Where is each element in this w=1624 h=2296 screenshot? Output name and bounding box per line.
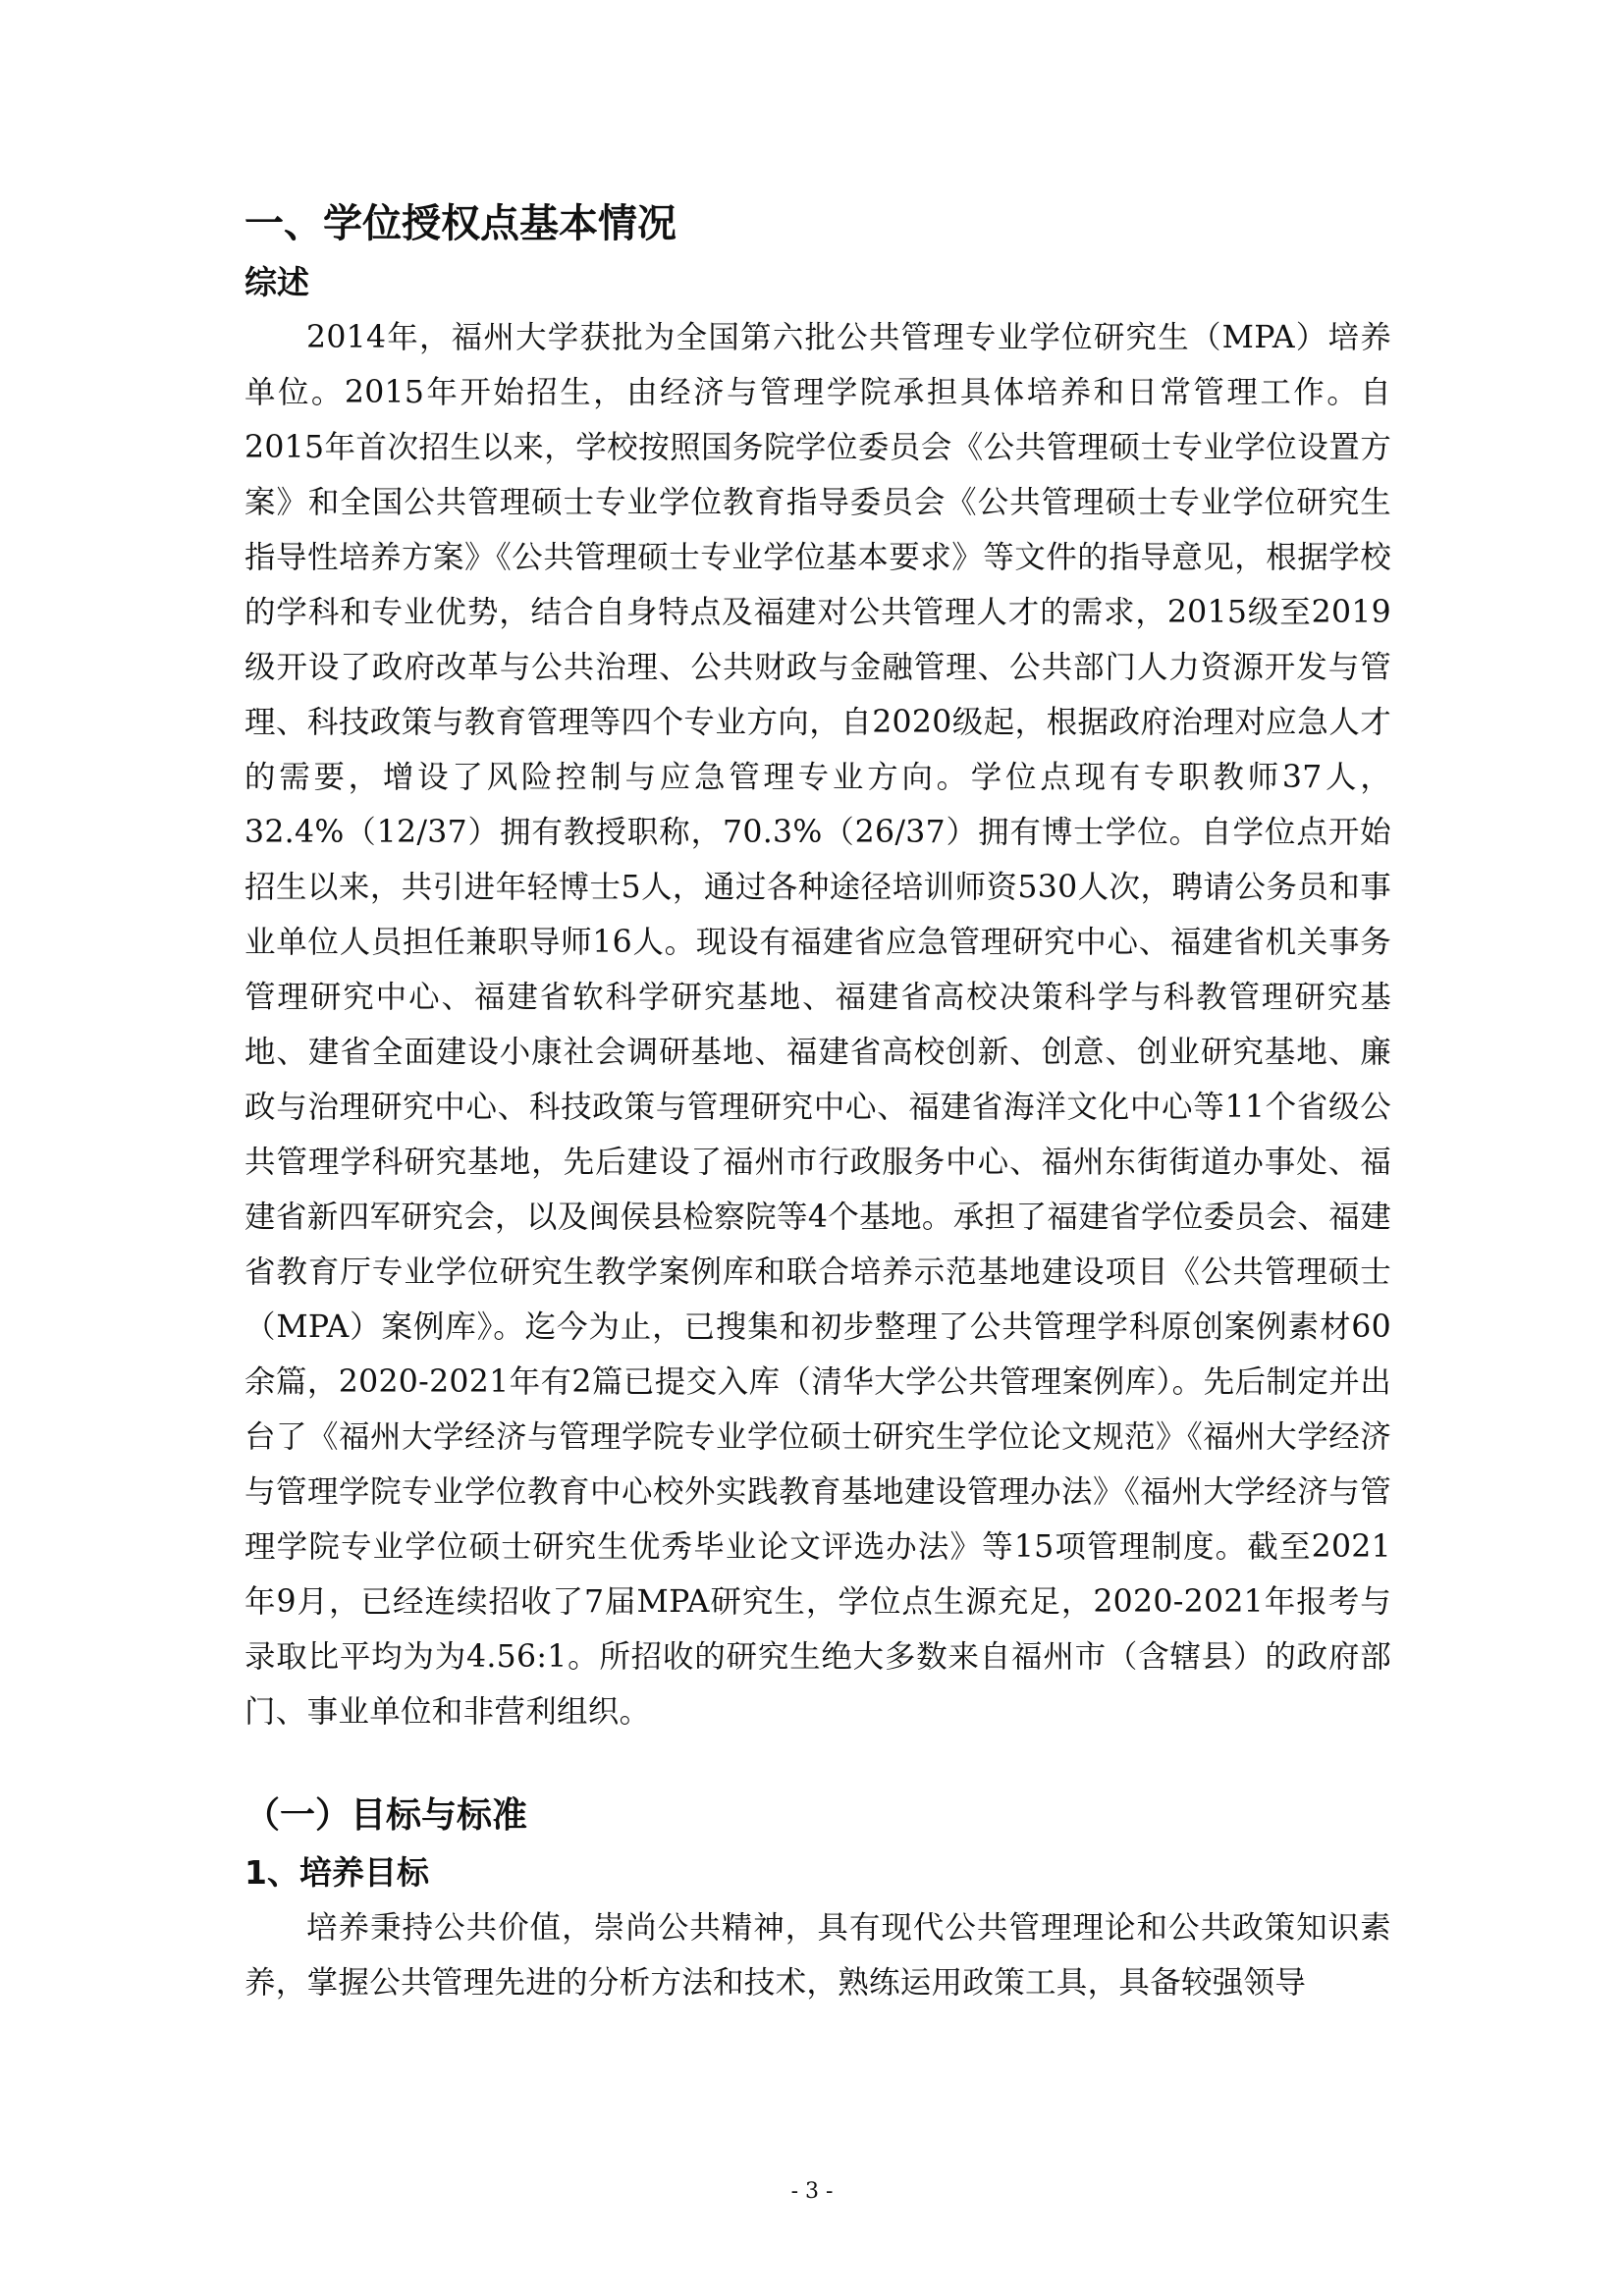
overview-paragraph: 2014年，福州大学获批为全国第六批公共管理专业学位研究生（MPA）培养单位。2015年开始招生，由经济与管理学院承担具体培养和日常管理工作。自2015年首次招生以来，学校按照国务院学位委员会《公共管理硕士专业学位设置方案》和全国公共管理硕士专业学位教育指导委员会《公共管理硕士专业学位研究生指导性培养方案》《公共管理硕士专业学位基本要求》等文件的指导意见，根据学校的学科和专业优势，结合自身特点及福建对公共管理人才的需求，2015级至2019级开设了政府改革与公共治理、公共财政与金融管理、公共部门人力资源开发与管理、科技政策与教育管理等四个专业方向，自2020级起，根据政府治理对应急人才的需要，增设了风险控制与应急管理专业方向。学位点现有专职教师37人，32.4%（12/37）拥有教授职称，70.3%（26/37）拥有博士学位。自学位点开始招生以来，共引进年轻博士5人，通过各种途径培训师资530人次，聘请公务员和事业单位人员担任兼职导师16人。现设有福建省应急管理研究中心、福建省机关事务管理研究中心、福建省软科学研究基地、福建省高校决策科学与科教管理研究基地、建省全面建设小康社会调研基地、福建省高校创新、创意、创业研究基地、廉政与治理研究中心、科技政策与管理研究中心、福建省海洋文化中心等11个省级公共管理学科研究基地，先后建设了福州市行政服务中心、福州东街街道办事处、福建省新四军研究会，以及闽侯县检察院等4个基地。承担了福建省学位委员会、福建省教育厅专业学位研究生教学案例库和联合培养示范基地建设项目《公共管理硕士（MPA）案例库》。迄今为止，已搜集和初步整理了公共管理学科原创案例素材60余篇，2020-2021年有2篇已提交入库（清华大学公共管理案例库）。先后制定并出台了《福州大学经济与管理学院专业学位硕士研究生学位论文规范》《福州大学经济与管理学院专业学位教育中心校外实践教育基地建设管理办法》《福州大学经济与管理学院专业学位硕士研究生优秀毕业论文评选办法》等15项管理制度。截至2021年9月，已经连续招收了7届MPA研究生，学位点生源充足，2020-2021年报考与录取比平均为为4.56:1。所招收的研究生绝大多数来自福州市（含辖县）的政府部门、事业单位和非营利组织。 [244,320,1391,1730]
goal-heading: 1、培养目标 [244,1853,429,1892]
section-gap [244,1739,1391,1787]
goal-paragraph: 培养秉持公共价值，崇尚公共精神，具有现代公共管理理论和公共政策知识素养，掌握公共管理先进的分析方法和技术，熟练运用政策工具，具备较强领导 [244,1910,1391,2001]
page-number: - 3 - [790,2179,834,2204]
page-content [244,192,1391,2010]
section-title: 一、学位授权点基本情况 [244,201,677,246]
overview-heading: 综述 [244,263,309,301]
subsection-title: （一）目标与标准 [244,1795,528,1836]
